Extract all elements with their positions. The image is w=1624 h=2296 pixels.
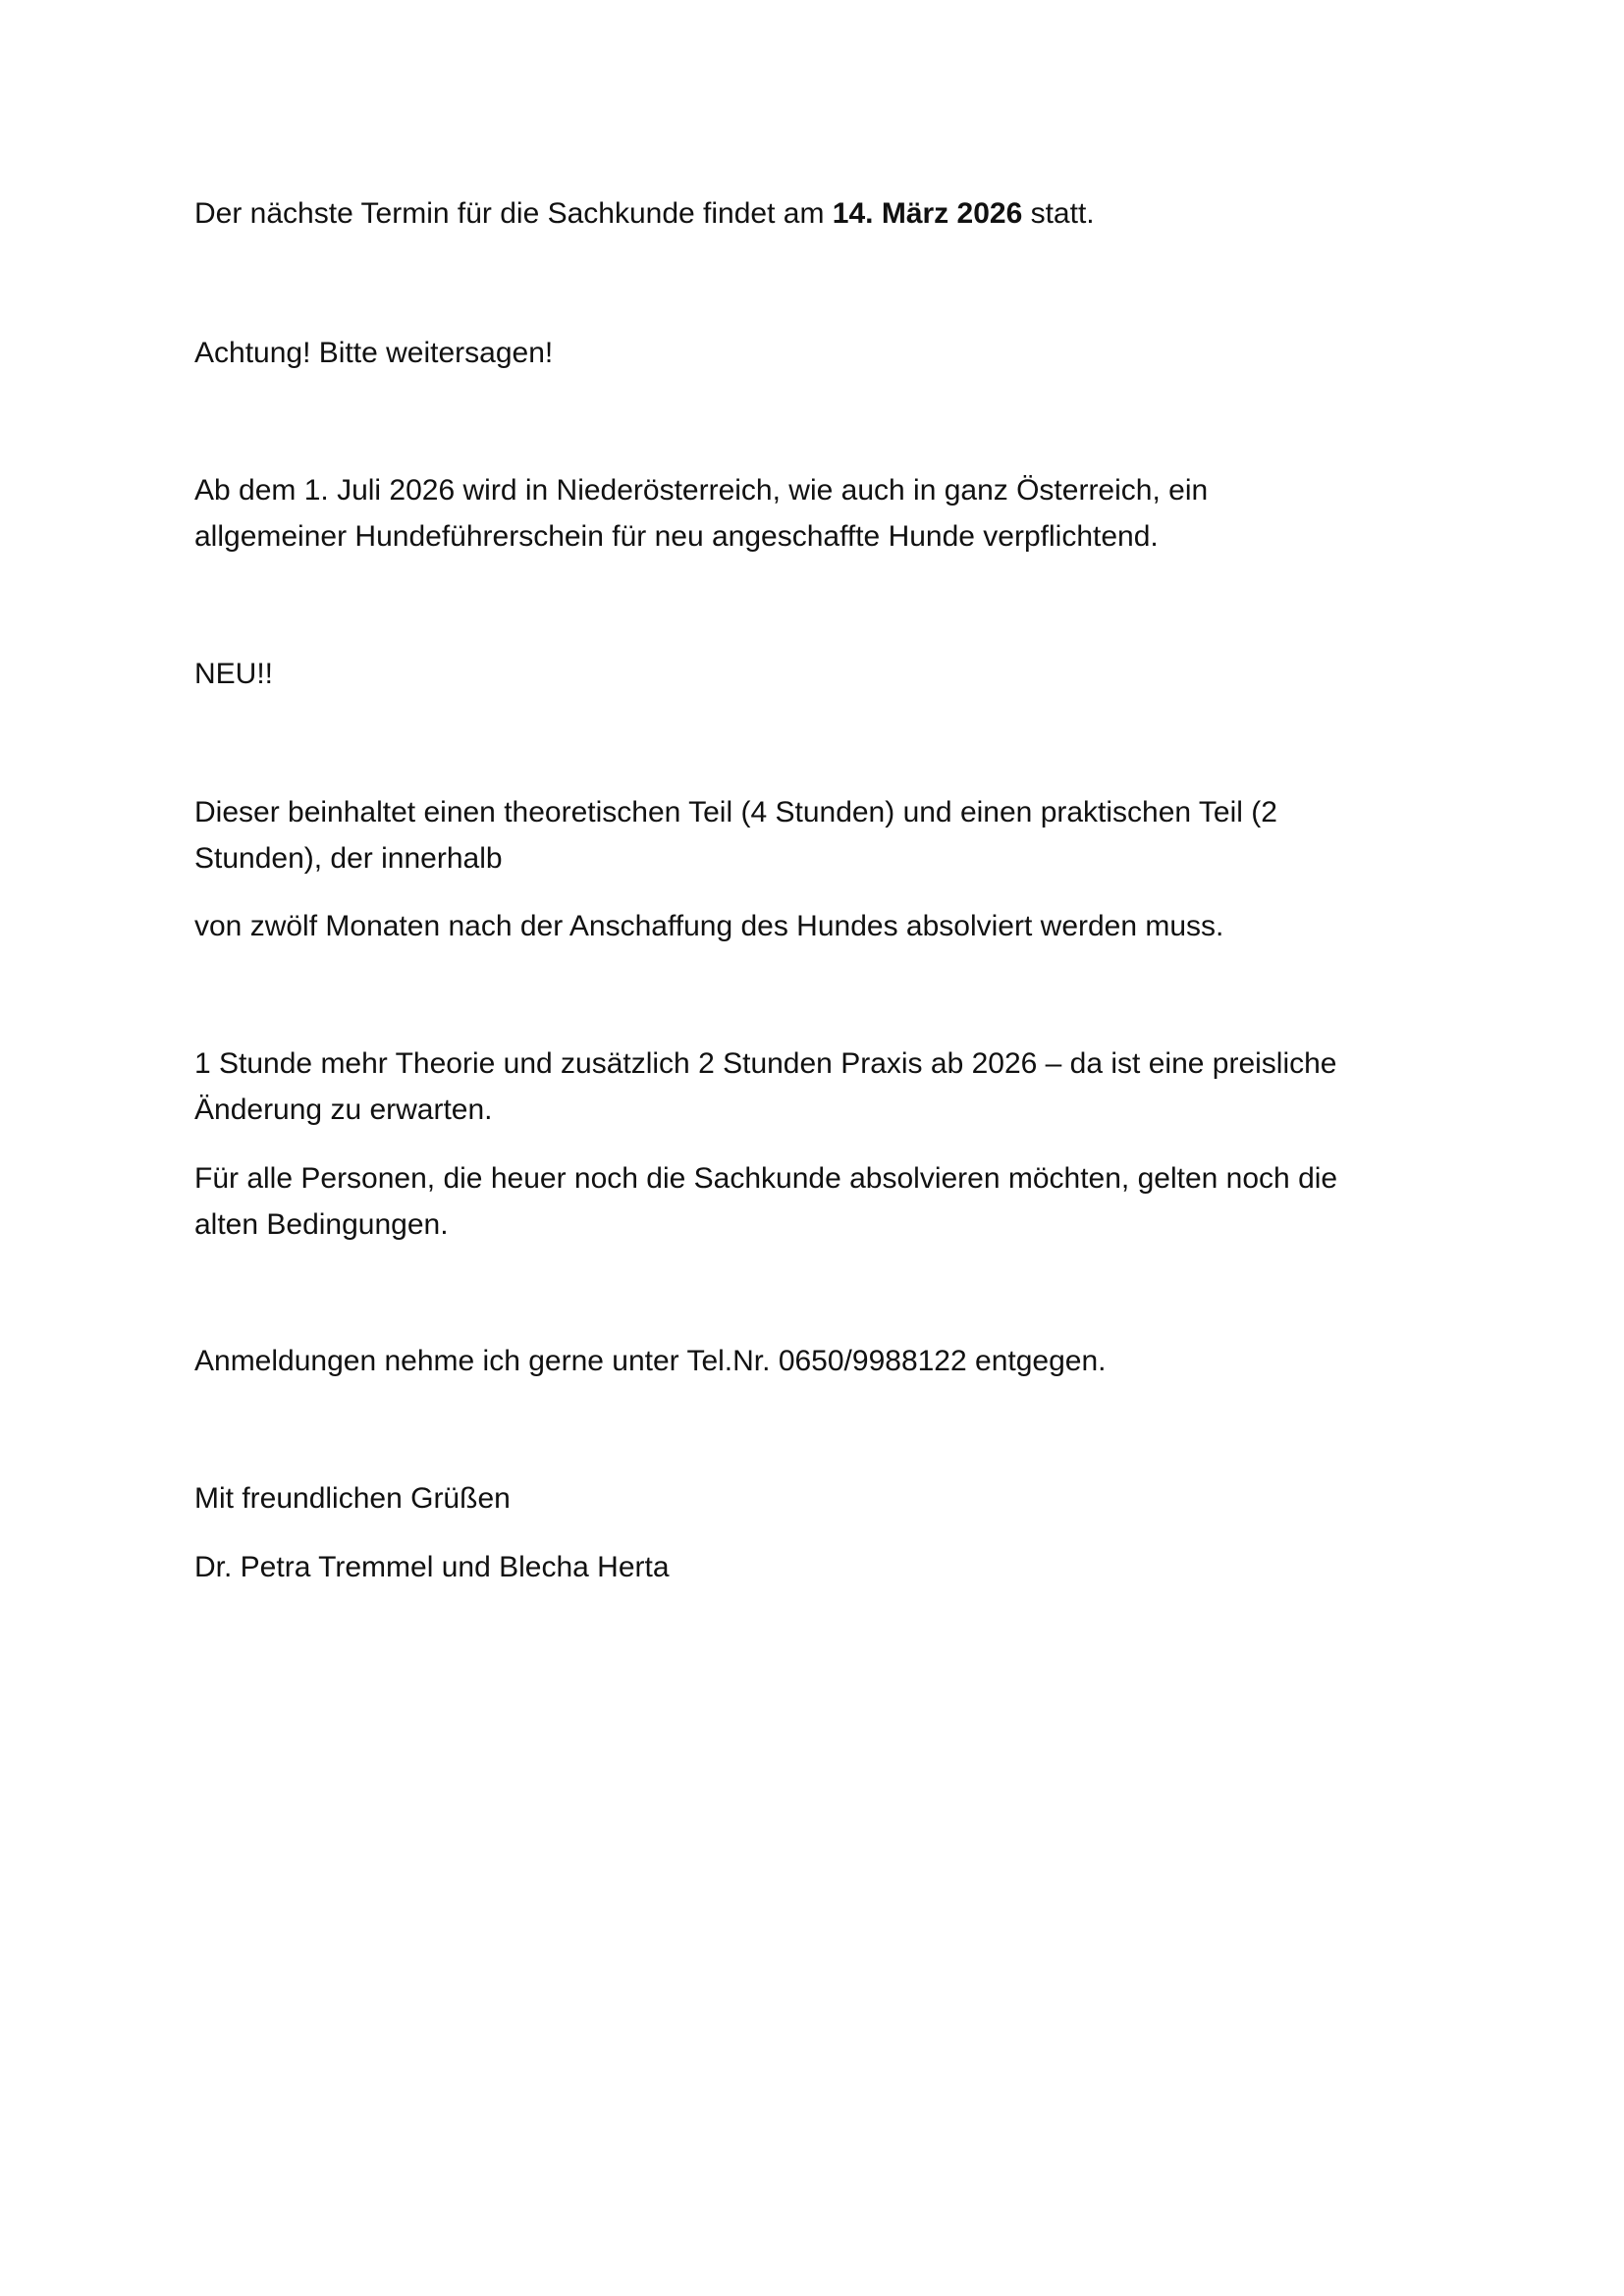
attention-line: Achtung! Bitte weitersagen! (194, 337, 554, 369)
old-conditions-line-2: alten Bedingungen. (194, 1208, 449, 1241)
next-date-highlight: 14. März 2026 (832, 197, 1023, 230)
next-date-sentence (194, 190, 1441, 238)
closing-greeting: Mit freundlichen Grüßen (194, 1482, 511, 1515)
price-paragraph-line-1: 1 Stunde mehr Theorie und zusätzlich 2 Stunden Praxis ab 2026 – da ist eine preisliche (194, 1047, 1337, 1080)
content-paragraph-line-3: von zwölf Monaten nach der Anschaffung des Hundes absolviert werden muss. (194, 910, 1224, 942)
registration-line: Anmeldungen nehme ich gerne unter Tel.Nr. 0650/9988122 entgegen. (194, 1345, 1107, 1377)
law-paragraph-line-2: allgemeiner Hundeführerschein für neu angeschaffte Hunde verpflichtend. (194, 520, 1159, 553)
law-paragraph-line-1: Ab dem 1. Juli 2026 wird in Niederösterreich, wie auch in ganz Österreich, ein (194, 474, 1209, 507)
content-paragraph-line-2: Stunden), der innerhalb (194, 842, 503, 875)
signatories: Dr. Petra Tremmel und Blecha Herta (194, 1551, 670, 1583)
price-paragraph-line-2: Änderung zu erwarten. (194, 1094, 493, 1126)
old-conditions-line-1: Für alle Personen, die heuer noch die Sachkunde absolvieren möchten, gelten noch die (194, 1162, 1338, 1195)
next-date-text-before: Der nächste Termin für die Sachkunde findet am (194, 197, 833, 230)
new-label: NEU!! (194, 658, 274, 690)
next-date-text-after: statt. (1022, 197, 1095, 230)
content-paragraph-line-1: Dieser beinhaltet einen theoretischen Teil (4 Stunden) und einen praktischen Teil (2 (194, 796, 1277, 828)
